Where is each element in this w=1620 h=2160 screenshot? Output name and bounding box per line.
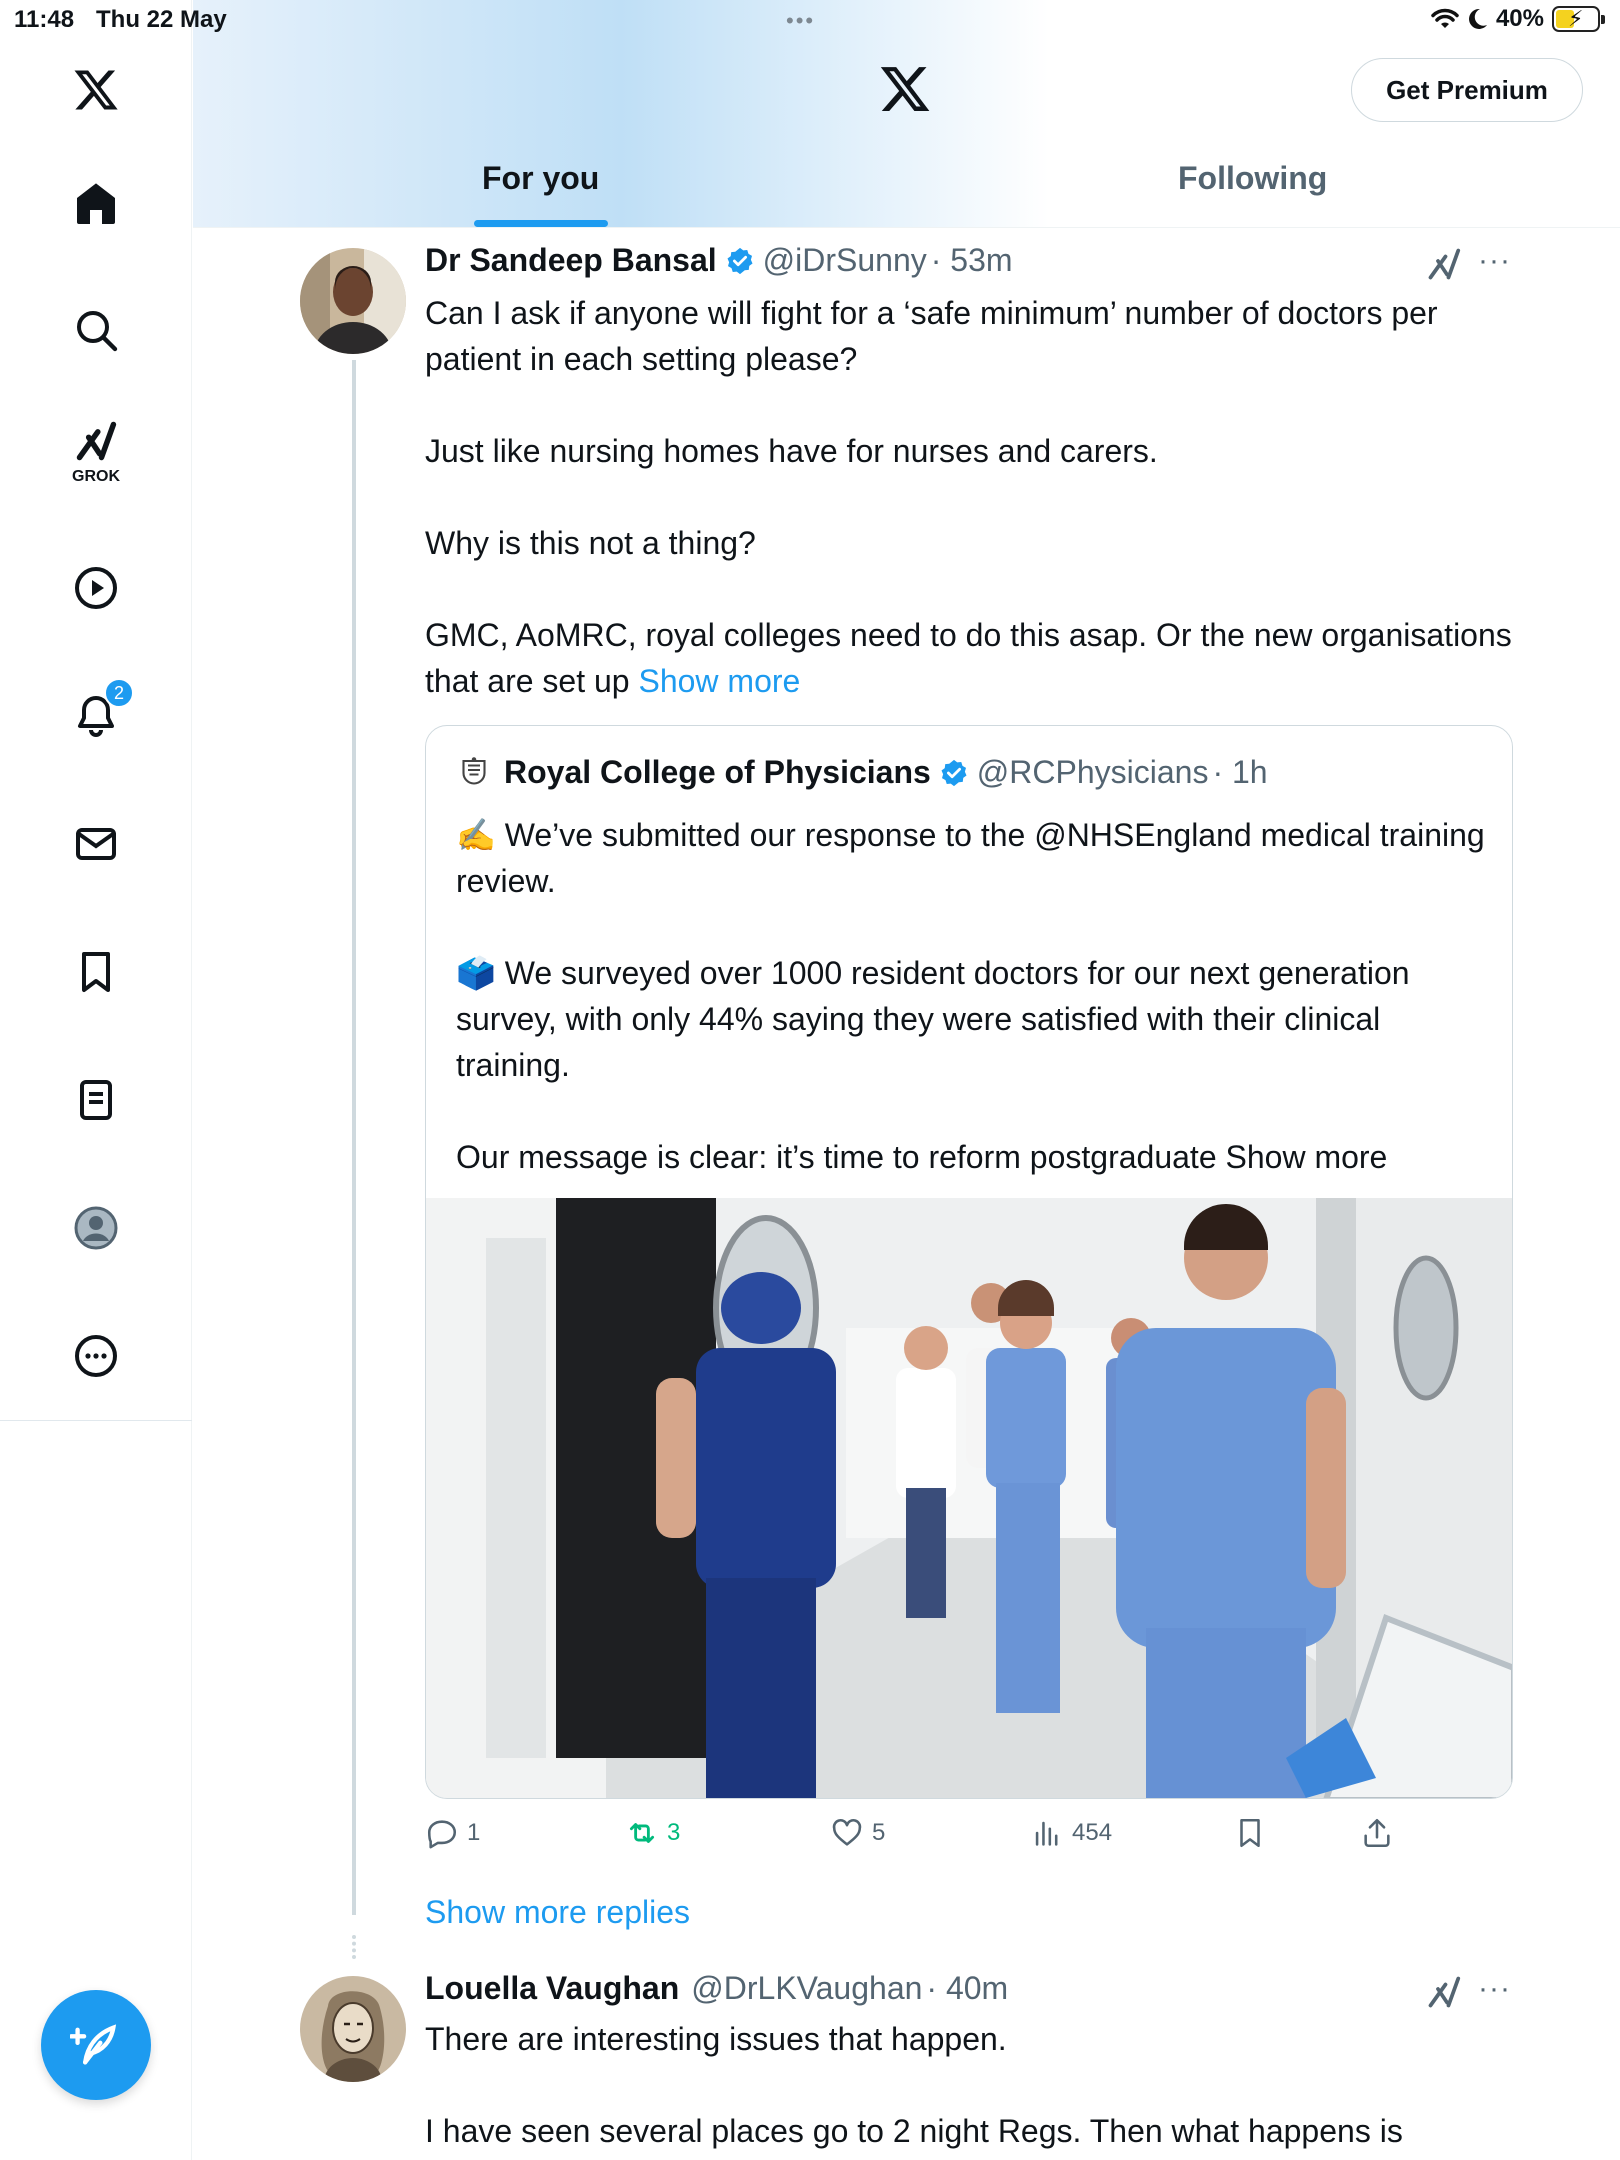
views-icon [1030,1816,1064,1850]
tweet-line: Why is this not a thing? [425,525,756,561]
grok-label: GROK [72,468,120,485]
get-premium-button[interactable]: Get Premium [1351,58,1583,122]
thread-line-dotted [352,1935,356,1959]
author-name[interactable]: Louella Vaughan [425,1970,680,2006]
battery-icon: ⚡ [1552,6,1600,32]
tweet-line [425,612,1525,704]
thread-line [352,360,356,1915]
author-handle[interactable]: @DrLKVaughan [691,1970,923,2006]
video-icon[interactable] [58,550,134,626]
sidebar-divider [0,1420,192,1421]
multitask-dots-icon[interactable]: ••• [786,8,816,33]
avatar[interactable] [300,1976,406,2082]
sidebar [0,0,192,2160]
tab-for-you[interactable]: For you [482,160,600,196]
tweet-actions [425,1816,1425,1856]
bookmark-button[interactable] [1233,1816,1267,1850]
quote-time: · 1h [1212,754,1268,790]
retweet-button[interactable] [625,1816,680,1850]
notifications-icon[interactable] [58,678,134,754]
quote-line: 🗳️ We surveyed over 1000 resident doctors for our next generation survey, with only 44% saying they were satisfied with their clinical training. [456,955,1410,1083]
tweet-line: Can I ask if anyone will fight for a ‘safe minimum’ number of doctors per patient in each setting please? [425,295,1438,377]
mail-svg [72,820,120,868]
avatar-louella-image [300,1976,406,2082]
messages-icon[interactable] [58,806,134,882]
show-more-link[interactable]: Show more [638,663,801,699]
home-svg [72,180,120,228]
x-logo-svg [72,66,120,114]
profile-svg [72,1204,120,1252]
more-options-icon[interactable]: ··· [1478,244,1511,277]
post-time[interactable]: · 53m [930,242,1013,278]
profile-icon[interactable] [58,1190,134,1266]
grok-explain-icon[interactable] [1426,1974,1462,2010]
grok-svg [74,419,118,463]
x-logo-svg [878,62,932,116]
grok-icon[interactable] [58,410,134,486]
x-logo-icon[interactable] [58,52,134,128]
hospital-corridor-photo[interactable] [426,1198,1513,1799]
quote-show-more[interactable]: Show more [1225,1139,1388,1175]
like-button[interactable] [830,1816,885,1850]
quote-header [456,754,1268,791]
share-icon [1360,1816,1394,1850]
reply-button[interactable] [425,1816,480,1850]
active-tab-indicator [474,220,608,227]
tab-following[interactable]: Following [1178,160,1328,196]
search-svg [72,306,120,354]
grok-explain-icon[interactable] [1426,246,1462,282]
wifi-icon [1430,7,1460,31]
tweet-body [425,290,1525,704]
like-count: 5 [872,1819,886,1846]
quote-line-text: Our message is clear: it’s time to reform postgraduate [456,1139,1226,1175]
bookmarks-icon[interactable] [58,934,134,1010]
status-bar [0,0,1620,40]
more-options-icon[interactable]: ··· [1478,1972,1511,2005]
more-icon[interactable] [58,1318,134,1394]
battery-percent: 40% [1495,5,1544,32]
retweet-count: 3 [667,1819,681,1846]
show-more-replies-link[interactable]: Show more replies [425,1894,690,1930]
avatar[interactable] [300,248,406,354]
bookmark-svg [72,948,120,996]
tweet-body [425,2016,1525,2154]
retweet-icon [625,1816,659,1850]
tweet-line: Just like nursing homes have for nurses and carers. [425,433,1158,469]
status-date: Thu 22 May [96,6,227,33]
bookmark-icon [1233,1816,1267,1850]
quote-author-handle[interactable]: @RCPhysicians [976,754,1209,790]
quote-body [456,812,1486,1180]
quote-author-name[interactable]: Royal College of Physicians [504,754,931,790]
x-logo-center-icon[interactable] [878,62,932,121]
notification-badge: 2 [104,678,134,708]
moon-icon [1468,7,1488,31]
reply-icon [425,1816,459,1850]
quoted-tweet[interactable] [425,725,1513,1799]
tweet-line: I have seen several places go to 2 night Regs. Then what happens is [425,2113,1403,2149]
avatar-sandeep-image [300,248,406,354]
tweet-line: There are interesting issues that happen. [425,2021,1007,2057]
author-handle[interactable]: @iDrSunny [762,242,927,278]
verified-badge-icon [939,758,969,788]
home-icon[interactable] [58,166,134,242]
tweet-header [425,1970,1008,2007]
status-time: 11:48 [14,6,75,33]
rcp-crest-icon [456,755,492,791]
search-icon[interactable] [58,292,134,368]
verified-badge-icon [725,246,755,276]
tweet-header [425,242,1013,279]
quote-line [456,1134,1486,1180]
list-svg [72,1076,120,1124]
heart-icon [830,1816,864,1850]
reply-count: 1 [467,1819,481,1846]
more-circle-svg [72,1332,120,1380]
author-name[interactable]: Dr Sandeep Bansal [425,242,717,278]
quote-line: ✍️ We’ve submitted our response to the @NHSEngland medical training review. [456,817,1485,899]
lists-icon[interactable] [58,1062,134,1138]
compose-post-button[interactable] [41,1990,151,2100]
views-count: 454 [1072,1819,1113,1846]
views-button[interactable] [1030,1816,1112,1850]
compose-icon [70,2019,122,2071]
status-indicators [1430,5,1600,33]
tweet-line-text: GMC, AoMRC, royal colleges need to do this asap. Or the new organisations that are set up [425,617,1512,699]
post-time[interactable]: · 40m [926,1970,1009,2006]
video-svg [72,564,120,612]
share-button[interactable] [1360,1816,1394,1850]
